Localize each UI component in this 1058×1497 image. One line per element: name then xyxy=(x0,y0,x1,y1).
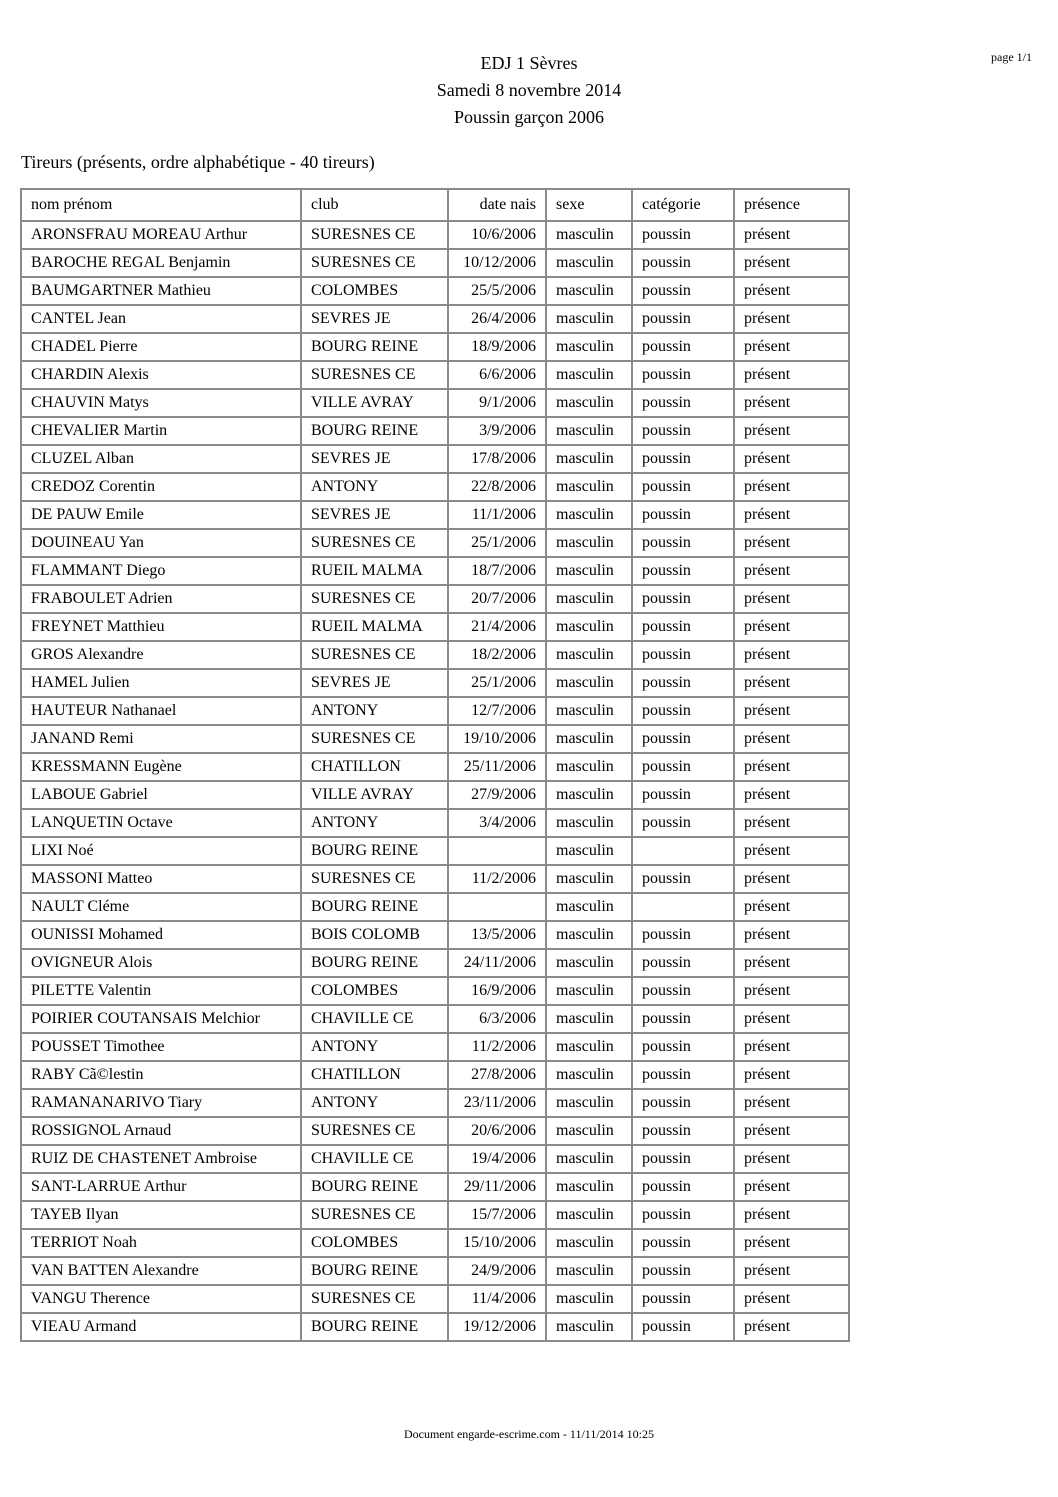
cell-club: BOURG REINE xyxy=(301,1257,448,1285)
table-row xyxy=(21,641,849,669)
cell-presence: présent xyxy=(734,1285,849,1313)
list-subtitle: Tireurs (présents, ordre alphabétique - 40 tireurs) xyxy=(21,152,375,172)
cell-name: HAMEL Julien xyxy=(21,669,301,697)
cell-presence: présent xyxy=(734,669,849,697)
cell-sex: masculin xyxy=(546,1257,632,1285)
cell-club: RUEIL MALMA xyxy=(301,557,448,585)
event-title: EDJ 1 Sèvres xyxy=(480,53,578,73)
table-row xyxy=(21,669,849,697)
cell-birthdate: 15/7/2006 xyxy=(448,1201,546,1229)
cell-sex: masculin xyxy=(546,641,632,669)
cell-birthdate: 25/5/2006 xyxy=(448,277,546,305)
cell-club: ANTONY xyxy=(301,473,448,501)
cell-sex: masculin xyxy=(546,865,632,893)
cell-club: BOURG REINE xyxy=(301,893,448,921)
table-row xyxy=(21,1005,849,1033)
table-row xyxy=(21,585,849,613)
header-presence: présence xyxy=(734,189,849,221)
cell-category: poussin xyxy=(632,1257,734,1285)
cell-name: SANT-LARRUE Arthur xyxy=(21,1173,301,1201)
cell-name: LIXI Noé xyxy=(21,837,301,865)
table-row xyxy=(21,837,849,865)
cell-category: poussin xyxy=(632,1089,734,1117)
cell-presence: présent xyxy=(734,977,849,1005)
cell-sex: masculin xyxy=(546,305,632,333)
cell-category: poussin xyxy=(632,305,734,333)
table-row xyxy=(21,753,849,781)
cell-sex: masculin xyxy=(546,221,632,249)
cell-birthdate: 17/8/2006 xyxy=(448,445,546,473)
cell-name: OVIGNEUR Alois xyxy=(21,949,301,977)
cell-birthdate xyxy=(448,893,546,921)
cell-presence: présent xyxy=(734,333,849,361)
cell-presence: présent xyxy=(734,949,849,977)
header-birthdate: date nais xyxy=(448,189,546,221)
cell-sex: masculin xyxy=(546,949,632,977)
document-footer: Document engarde-escrime.com - 11/11/2014 10:25 xyxy=(403,1427,655,1441)
cell-name: OUNISSI Mohamed xyxy=(21,921,301,949)
cell-name: CANTEL Jean xyxy=(21,305,301,333)
cell-birthdate: 18/7/2006 xyxy=(448,557,546,585)
cell-birthdate: 11/4/2006 xyxy=(448,1285,546,1313)
cell-club: SEVRES JE xyxy=(301,445,448,473)
cell-name: DOUINEAU Yan xyxy=(21,529,301,557)
cell-birthdate: 23/11/2006 xyxy=(448,1089,546,1117)
cell-birthdate: 25/1/2006 xyxy=(448,669,546,697)
cell-category: poussin xyxy=(632,809,734,837)
table-row xyxy=(21,697,849,725)
cell-birthdate: 12/7/2006 xyxy=(448,697,546,725)
cell-presence: présent xyxy=(734,893,849,921)
cell-club: SURESNES CE xyxy=(301,249,448,277)
cell-birthdate: 22/8/2006 xyxy=(448,473,546,501)
cell-sex: masculin xyxy=(546,893,632,921)
cell-club: BOURG REINE xyxy=(301,1173,448,1201)
table-row xyxy=(21,361,849,389)
cell-club: ANTONY xyxy=(301,809,448,837)
cell-presence: présent xyxy=(734,529,849,557)
cell-category: poussin xyxy=(632,921,734,949)
cell-name: BAROCHE REGAL Benjamin xyxy=(21,249,301,277)
cell-name: TERRIOT Noah xyxy=(21,1229,301,1257)
cell-presence: présent xyxy=(734,361,849,389)
table-row xyxy=(21,1229,849,1257)
cell-birthdate: 6/3/2006 xyxy=(448,1005,546,1033)
cell-name: DE PAUW Emile xyxy=(21,501,301,529)
cell-presence: présent xyxy=(734,781,849,809)
cell-name: CHAUVIN Matys xyxy=(21,389,301,417)
table-header-row xyxy=(21,189,849,221)
cell-sex: masculin xyxy=(546,501,632,529)
cell-birthdate: 20/6/2006 xyxy=(448,1117,546,1145)
cell-sex: masculin xyxy=(546,1005,632,1033)
cell-presence: présent xyxy=(734,585,849,613)
cell-category: poussin xyxy=(632,641,734,669)
cell-club: SURESNES CE xyxy=(301,1117,448,1145)
cell-category: poussin xyxy=(632,1285,734,1313)
cell-category: poussin xyxy=(632,1005,734,1033)
cell-sex: masculin xyxy=(546,1033,632,1061)
cell-club: COLOMBES xyxy=(301,277,448,305)
cell-name: FRABOULET Adrien xyxy=(21,585,301,613)
cell-presence: présent xyxy=(734,641,849,669)
cell-sex: masculin xyxy=(546,417,632,445)
cell-presence: présent xyxy=(734,501,849,529)
table-row xyxy=(21,305,849,333)
cell-presence: présent xyxy=(734,221,849,249)
cell-sex: masculin xyxy=(546,697,632,725)
cell-club: RUEIL MALMA xyxy=(301,613,448,641)
cell-birthdate xyxy=(448,837,546,865)
cell-birthdate: 13/5/2006 xyxy=(448,921,546,949)
table-row xyxy=(21,1257,849,1285)
cell-category xyxy=(632,893,734,921)
cell-sex: masculin xyxy=(546,613,632,641)
table-row xyxy=(21,781,849,809)
cell-sex: masculin xyxy=(546,585,632,613)
cell-category: poussin xyxy=(632,1117,734,1145)
cell-presence: présent xyxy=(734,1145,849,1173)
table-row xyxy=(21,865,849,893)
cell-club: CHATILLON xyxy=(301,1061,448,1089)
cell-presence: présent xyxy=(734,305,849,333)
cell-birthdate: 25/11/2006 xyxy=(448,753,546,781)
cell-club: VILLE AVRAY xyxy=(301,781,448,809)
cell-club: SURESNES CE xyxy=(301,585,448,613)
cell-presence: présent xyxy=(734,1089,849,1117)
cell-category: poussin xyxy=(632,697,734,725)
cell-sex: masculin xyxy=(546,809,632,837)
cell-sex: masculin xyxy=(546,725,632,753)
cell-name: VIEAU Armand xyxy=(21,1313,301,1341)
cell-category: poussin xyxy=(632,781,734,809)
cell-category: poussin xyxy=(632,949,734,977)
cell-presence: présent xyxy=(734,445,849,473)
cell-sex: masculin xyxy=(546,1285,632,1313)
cell-sex: masculin xyxy=(546,1313,632,1341)
cell-name: LANQUETIN Octave xyxy=(21,809,301,837)
cell-name: VANGU Therence xyxy=(21,1285,301,1313)
cell-club: BOURG REINE xyxy=(301,837,448,865)
cell-presence: présent xyxy=(734,1201,849,1229)
cell-presence: présent xyxy=(734,473,849,501)
table-row xyxy=(21,333,849,361)
table-body xyxy=(21,221,849,1341)
table-row xyxy=(21,921,849,949)
cell-name: HAUTEUR Nathanael xyxy=(21,697,301,725)
table-row xyxy=(21,277,849,305)
cell-club: COLOMBES xyxy=(301,1229,448,1257)
table-row xyxy=(21,1033,849,1061)
table-row xyxy=(21,949,849,977)
table-row xyxy=(21,557,849,585)
cell-presence: présent xyxy=(734,1005,849,1033)
cell-sex: masculin xyxy=(546,445,632,473)
cell-club: SURESNES CE xyxy=(301,865,448,893)
cell-birthdate: 25/1/2006 xyxy=(448,529,546,557)
cell-club: SURESNES CE xyxy=(301,725,448,753)
cell-category: poussin xyxy=(632,473,734,501)
table-row xyxy=(21,473,849,501)
cell-presence: présent xyxy=(734,1257,849,1285)
cell-category: poussin xyxy=(632,1061,734,1089)
cell-sex: masculin xyxy=(546,557,632,585)
cell-birthdate: 18/9/2006 xyxy=(448,333,546,361)
cell-presence: présent xyxy=(734,389,849,417)
cell-category: poussin xyxy=(632,277,734,305)
cell-category: poussin xyxy=(632,557,734,585)
cell-name: ROSSIGNOL Arnaud xyxy=(21,1117,301,1145)
cell-presence: présent xyxy=(734,865,849,893)
cell-presence: présent xyxy=(734,1173,849,1201)
cell-birthdate: 21/4/2006 xyxy=(448,613,546,641)
table-row xyxy=(21,389,849,417)
cell-name: PILETTE Valentin xyxy=(21,977,301,1005)
cell-name: FLAMMANT Diego xyxy=(21,557,301,585)
cell-presence: présent xyxy=(734,697,849,725)
table-row xyxy=(21,893,849,921)
fencers-table xyxy=(20,188,850,1342)
cell-club: CHATILLON xyxy=(301,753,448,781)
cell-presence: présent xyxy=(734,557,849,585)
page-number: page 1/1 xyxy=(991,50,1032,64)
cell-category: poussin xyxy=(632,1033,734,1061)
table-row xyxy=(21,725,849,753)
cell-club: BOURG REINE xyxy=(301,1313,448,1341)
cell-sex: masculin xyxy=(546,361,632,389)
cell-name: LABOUE Gabriel xyxy=(21,781,301,809)
cell-presence: présent xyxy=(734,725,849,753)
cell-name: RABY Cã©lestin xyxy=(21,1061,301,1089)
cell-category: poussin xyxy=(632,865,734,893)
table-row xyxy=(21,1285,849,1313)
cell-name: RAMANANARIVO Tiary xyxy=(21,1089,301,1117)
cell-name: CLUZEL Alban xyxy=(21,445,301,473)
table-row xyxy=(21,809,849,837)
cell-club: SURESNES CE xyxy=(301,1201,448,1229)
cell-sex: masculin xyxy=(546,529,632,557)
cell-club: BOIS COLOMB xyxy=(301,921,448,949)
table-row xyxy=(21,249,849,277)
table-row xyxy=(21,1145,849,1173)
cell-name: ARONSFRAU MOREAU Arthur xyxy=(21,221,301,249)
cell-name: JANAND Remi xyxy=(21,725,301,753)
table-row xyxy=(21,1173,849,1201)
cell-birthdate: 11/2/2006 xyxy=(448,1033,546,1061)
table-row xyxy=(21,417,849,445)
cell-club: SURESNES CE xyxy=(301,641,448,669)
cell-birthdate: 16/9/2006 xyxy=(448,977,546,1005)
table-row xyxy=(21,1201,849,1229)
cell-name: KRESSMANN Eugène xyxy=(21,753,301,781)
table-row xyxy=(21,221,849,249)
table-row xyxy=(21,501,849,529)
cell-category: poussin xyxy=(632,977,734,1005)
cell-name: CHEVALIER Martin xyxy=(21,417,301,445)
cell-sex: masculin xyxy=(546,669,632,697)
cell-club: SURESNES CE xyxy=(301,221,448,249)
cell-category: poussin xyxy=(632,613,734,641)
cell-sex: masculin xyxy=(546,1117,632,1145)
cell-club: BOURG REINE xyxy=(301,417,448,445)
cell-category: poussin xyxy=(632,725,734,753)
cell-category: poussin xyxy=(632,389,734,417)
cell-sex: masculin xyxy=(546,921,632,949)
cell-name: POUSSET Timothee xyxy=(21,1033,301,1061)
cell-club: SURESNES CE xyxy=(301,529,448,557)
cell-birthdate: 19/4/2006 xyxy=(448,1145,546,1173)
cell-name: POIRIER COUTANSAIS Melchior xyxy=(21,1005,301,1033)
cell-category: poussin xyxy=(632,1201,734,1229)
cell-presence: présent xyxy=(734,921,849,949)
cell-sex: masculin xyxy=(546,333,632,361)
cell-category: poussin xyxy=(632,249,734,277)
cell-sex: masculin xyxy=(546,837,632,865)
cell-name: FREYNET Matthieu xyxy=(21,613,301,641)
cell-sex: masculin xyxy=(546,389,632,417)
cell-presence: présent xyxy=(734,249,849,277)
cell-birthdate: 18/2/2006 xyxy=(448,641,546,669)
cell-category: poussin xyxy=(632,445,734,473)
cell-sex: masculin xyxy=(546,977,632,1005)
cell-club: SEVRES JE xyxy=(301,305,448,333)
cell-club: SEVRES JE xyxy=(301,501,448,529)
cell-presence: présent xyxy=(734,613,849,641)
cell-birthdate: 10/6/2006 xyxy=(448,221,546,249)
table-row xyxy=(21,1089,849,1117)
cell-presence: présent xyxy=(734,1229,849,1257)
cell-birthdate: 26/4/2006 xyxy=(448,305,546,333)
cell-category: poussin xyxy=(632,1173,734,1201)
cell-name: CHARDIN Alexis xyxy=(21,361,301,389)
cell-name: MASSONI Matteo xyxy=(21,865,301,893)
cell-name: BAUMGARTNER Mathieu xyxy=(21,277,301,305)
cell-birthdate: 27/9/2006 xyxy=(448,781,546,809)
cell-category: poussin xyxy=(632,585,734,613)
event-date: Samedi 8 novembre 2014 xyxy=(436,80,622,100)
cell-club: ANTONY xyxy=(301,1033,448,1061)
cell-sex: masculin xyxy=(546,473,632,501)
cell-club: BOURG REINE xyxy=(301,333,448,361)
cell-birthdate: 15/10/2006 xyxy=(448,1229,546,1257)
cell-sex: masculin xyxy=(546,249,632,277)
header-category: catégorie xyxy=(632,189,734,221)
cell-presence: présent xyxy=(734,809,849,837)
cell-category: poussin xyxy=(632,529,734,557)
cell-sex: masculin xyxy=(546,1061,632,1089)
cell-sex: masculin xyxy=(546,781,632,809)
cell-name: RUIZ DE CHASTENET Ambroise xyxy=(21,1145,301,1173)
cell-sex: masculin xyxy=(546,753,632,781)
cell-birthdate: 11/1/2006 xyxy=(448,501,546,529)
cell-presence: présent xyxy=(734,753,849,781)
cell-name: CREDOZ Corentin xyxy=(21,473,301,501)
cell-presence: présent xyxy=(734,1313,849,1341)
cell-club: SEVRES JE xyxy=(301,669,448,697)
fencers-table-container xyxy=(20,188,850,1342)
cell-sex: masculin xyxy=(546,1201,632,1229)
cell-sex: masculin xyxy=(546,1145,632,1173)
cell-club: CHAVILLE CE xyxy=(301,1005,448,1033)
table-row xyxy=(21,977,849,1005)
cell-category: poussin xyxy=(632,221,734,249)
table-row xyxy=(21,613,849,641)
table-row xyxy=(21,529,849,557)
cell-presence: présent xyxy=(734,1117,849,1145)
cell-category: poussin xyxy=(632,361,734,389)
cell-name: VAN BATTEN Alexandre xyxy=(21,1257,301,1285)
cell-category: poussin xyxy=(632,501,734,529)
header-name: nom prénom xyxy=(21,189,301,221)
cell-category: poussin xyxy=(632,753,734,781)
cell-birthdate: 3/4/2006 xyxy=(448,809,546,837)
header-club: club xyxy=(301,189,448,221)
document-header xyxy=(0,50,1058,131)
cell-club: COLOMBES xyxy=(301,977,448,1005)
cell-name: GROS Alexandre xyxy=(21,641,301,669)
cell-category: poussin xyxy=(632,417,734,445)
cell-birthdate: 19/10/2006 xyxy=(448,725,546,753)
cell-birthdate: 27/8/2006 xyxy=(448,1061,546,1089)
cell-birthdate: 10/12/2006 xyxy=(448,249,546,277)
cell-presence: présent xyxy=(734,417,849,445)
cell-category: poussin xyxy=(632,669,734,697)
cell-club: BOURG REINE xyxy=(301,949,448,977)
cell-club: SURESNES CE xyxy=(301,361,448,389)
cell-birthdate: 3/9/2006 xyxy=(448,417,546,445)
cell-club: SURESNES CE xyxy=(301,1285,448,1313)
event-category: Poussin garçon 2006 xyxy=(454,107,604,127)
table-row xyxy=(21,1061,849,1089)
cell-name: CHADEL Pierre xyxy=(21,333,301,361)
cell-birthdate: 29/11/2006 xyxy=(448,1173,546,1201)
cell-club: ANTONY xyxy=(301,697,448,725)
cell-presence: présent xyxy=(734,1061,849,1089)
cell-birthdate: 9/1/2006 xyxy=(448,389,546,417)
cell-birthdate: 24/9/2006 xyxy=(448,1257,546,1285)
cell-name: TAYEB Ilyan xyxy=(21,1201,301,1229)
cell-presence: présent xyxy=(734,1033,849,1061)
cell-category: poussin xyxy=(632,1229,734,1257)
cell-category: poussin xyxy=(632,1145,734,1173)
table-row xyxy=(21,445,849,473)
cell-presence: présent xyxy=(734,277,849,305)
table-row xyxy=(21,1117,849,1145)
cell-sex: masculin xyxy=(546,1173,632,1201)
cell-birthdate: 20/7/2006 xyxy=(448,585,546,613)
cell-name: NAULT Cléme xyxy=(21,893,301,921)
cell-birthdate: 6/6/2006 xyxy=(448,361,546,389)
cell-club: ANTONY xyxy=(301,1089,448,1117)
cell-birthdate: 24/11/2006 xyxy=(448,949,546,977)
cell-birthdate: 19/12/2006 xyxy=(448,1313,546,1341)
cell-sex: masculin xyxy=(546,1089,632,1117)
cell-club: CHAVILLE CE xyxy=(301,1145,448,1173)
cell-presence: présent xyxy=(734,837,849,865)
cell-birthdate: 11/2/2006 xyxy=(448,865,546,893)
cell-category: poussin xyxy=(632,333,734,361)
cell-sex: masculin xyxy=(546,277,632,305)
header-sex: sexe xyxy=(546,189,632,221)
table-row xyxy=(21,1313,849,1341)
cell-category xyxy=(632,837,734,865)
cell-sex: masculin xyxy=(546,1229,632,1257)
cell-category: poussin xyxy=(632,1313,734,1341)
cell-club: VILLE AVRAY xyxy=(301,389,448,417)
